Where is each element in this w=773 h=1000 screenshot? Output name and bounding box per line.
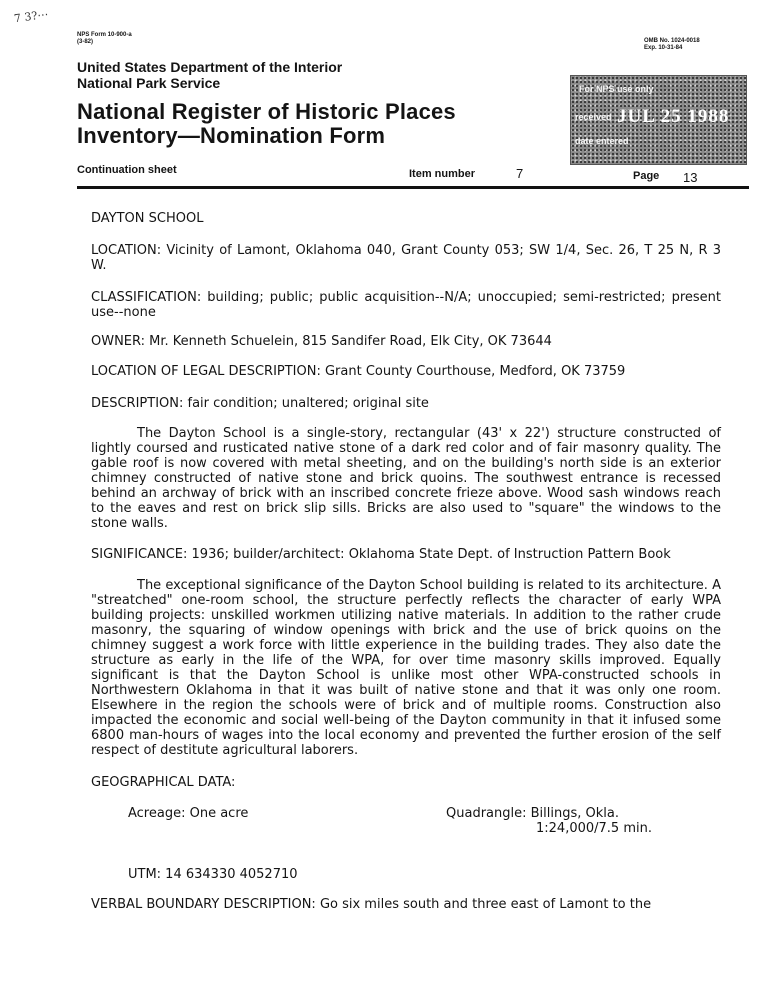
quadrangle-scale: 1:24,000/7.5 min. [536,821,652,836]
location-entry: LOCATION: Vicinity of Lamont, Oklahoma 040, Grant County 053; SW 1/4, Sec. 26, T 25 N, R 3 W. [91,243,721,273]
page-number-value: 13 [683,170,698,185]
description-paragraph: The Dayton School is a single-story, rectangular (43' x 22') structure constructed of lightly coursed and rusticated native stone of a dark red color and of fair masonry quality. The gable roof is now covered with metal sheeting, and on the building's north side is an exterior chimney constructed of native stone and brick quoins. The southwest entrance is recessed behind an archway of brick with an inscribed concrete frieze above. Wood sash windows reach to the eaves and rest on brick slip sills. Bricks are also used to "square" the windows to the stone walls. [91,426,721,531]
acreage-entry: Acreage: One acre [128,806,249,821]
description-heading: DESCRIPTION: fair condition; unaltered; original site [91,396,429,411]
item-number-label: Item number [409,168,476,180]
nps-use-only-stamp [570,75,747,165]
form-number: NPS Form 10-900-a [77,32,132,38]
owner-entry: OWNER: Mr. Kenneth Schuelein, 815 Sandifer Road, Elk City, OK 73644 [91,334,552,349]
stamp-received-label: received [575,112,612,122]
property-name: DAYTON SCHOOL [91,211,204,226]
agency-service: National Park Service [77,75,221,91]
stamp-date-entered-label: date entered [575,136,629,146]
handwritten-annotation: 7 3?⋯ [13,7,50,26]
utm-entry: UTM: 14 634330 4052710 [128,867,298,882]
significance-paragraph: The exceptional significance of the Dayton School building is related to its architecture. A "streatched" one-room school, the structure perfectly reflects the character of early WPA building projects: unskilled workmen utilizing native materials. In addition to the rather crude masonry, the squaring of window openings with brick and the use of brick quoins on the chimney suggest a work force with little experience in the building trades. They also date the structure as early in the life of the WPA, for over time masonry skills improved. Equally significant is that the Dayton School is unlike most other WPA-constructed schools in Northwestern Oklahoma in that it was built of native stone and that it was only one room. Elsewhere in the region the schools were of brick and of multiple rooms. Construction also impacted the economic and social well-being of the Dayton community in that it infused some 6800 man-hours of wages into the local economy and prevented the further erosion of the self respect of destitute agricultural laborers. [91,578,721,758]
agency-department: United States Department of the Interior [77,59,343,75]
expiration-date: Exp. 10-31-84 [644,45,683,51]
stamp-received-date: JUL 25 1988 [617,106,730,127]
quadrangle-entry: Quadrangle: Billings, Okla. [446,806,619,821]
classification-entry: CLASSIFICATION: building; public; public acquisition--N/A; unoccupied; semi-restricted; present use--none [91,290,721,320]
stamp-nps-use-label: For NPS use only [579,84,654,94]
verbal-boundary-entry: VERBAL BOUNDARY DESCRIPTION: Go six miles south and three east of Lamont to the [91,897,652,912]
form-title-line1: National Register of Historic Places [77,99,456,124]
form-date: (3-82) [77,39,94,45]
significance-heading: SIGNIFICANCE: 1936; builder/architect: Oklahoma State Dept. of Instruction Pattern Book [91,547,671,562]
legal-description-location: LOCATION OF LEGAL DESCRIPTION: Grant County Courthouse, Medford, OK 73759 [91,364,626,379]
continuation-sheet-label: Continuation sheet [77,164,177,176]
page-label: Page [633,170,660,182]
form-title-line2: Inventory—Nomination Form [77,123,386,148]
item-number-value: 7 [516,166,524,181]
omb-number: OMB No. 1024-0018 [644,38,700,44]
geographical-data-heading: GEOGRAPHICAL DATA: [91,775,236,790]
header-rule [77,186,749,189]
